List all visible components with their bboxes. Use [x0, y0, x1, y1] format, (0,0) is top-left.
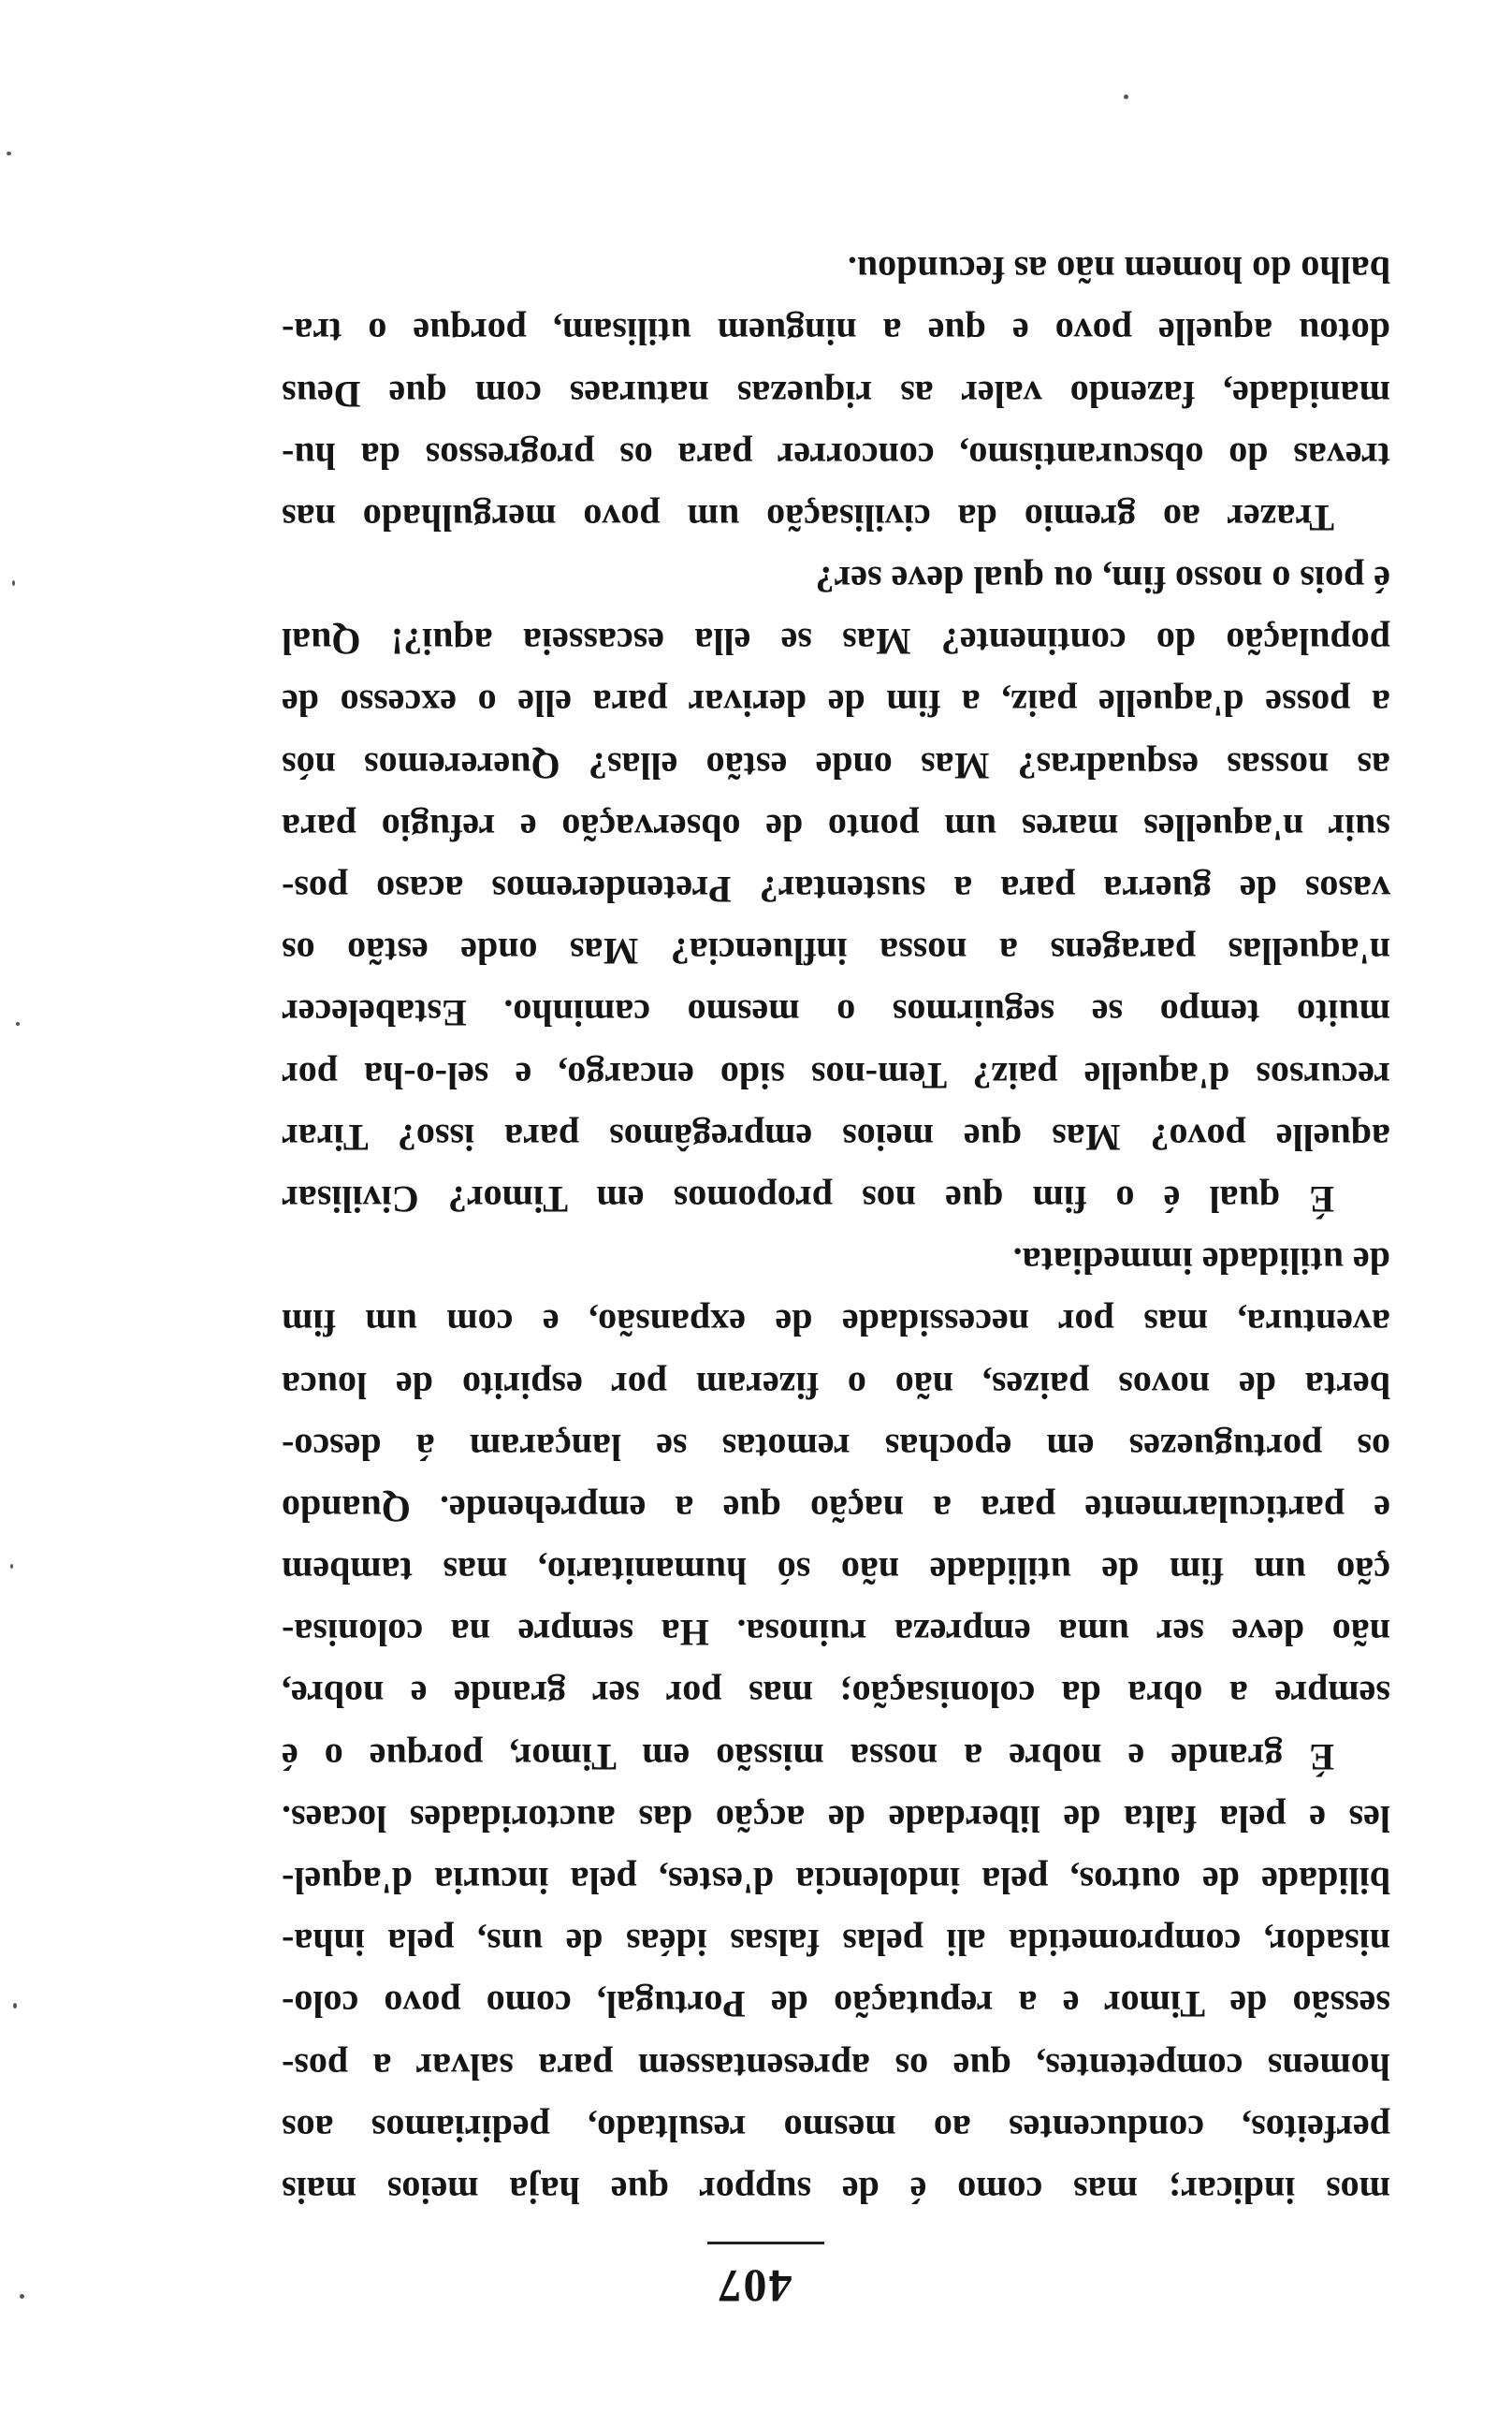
text-line: É qual é o fim que nos propomos em Timor? Civilisar: [282, 1178, 1334, 1220]
header-rule: [707, 2242, 824, 2244]
text-line: manidade, fazendo valer as riquezas naturaes com que Deus: [282, 373, 1390, 416]
text-line: é pois o nosso fim, ou qual deve ser?: [815, 559, 1390, 602]
scan-speck: [12, 580, 15, 586]
text-line: n'aquellas paragens a nossa influencia? Mas onde estão os: [282, 930, 1390, 973]
text-line: muito tempo se seguirmos o mesmo caminho. Estabelecer: [282, 992, 1390, 1035]
scan-speck: [1124, 95, 1128, 99]
scan-speck: [20, 2294, 24, 2299]
text-line: nisador, comprometida ali pelas falsas idéas de uns, pela inha-: [282, 1921, 1390, 1965]
text-line: população do continente? Mas se ella escasseia aqui?! Qual: [282, 621, 1390, 664]
text-line: aventura, mas por necessidade de expansão, e com um fim: [282, 1302, 1390, 1345]
text-line: sessão de Timor e a reputação de Portugal, como povo colo-: [282, 1983, 1390, 2026]
text-line: aquelle povo? Mas que meios empregâmos para isso? Tirar: [282, 1116, 1390, 1159]
scan-speck: [10, 1564, 13, 1569]
text-line: bilidade de outros, pela indolencia d'estes, pela incuria d'aquel-: [282, 1860, 1390, 1903]
text-line: e particularmente para a nação que a emprehende. Quando: [282, 1487, 1390, 1530]
text-line: ção um fim de utilidade não só humanitario, mas tambem: [282, 1550, 1390, 1593]
text-line: sempre a obra da colonisação; mas por ser grande e nobre,: [282, 1673, 1390, 1717]
text-line: berta de novos paizes, não o fizeram por espirito de louca: [282, 1364, 1390, 1407]
text-line: balho do homem não as fecundou.: [847, 249, 1390, 292]
text-line: recursos d'aquelle paiz? Tem-nos sido encargo, e sel-o-ha por: [282, 1054, 1390, 1097]
text-line: de utilidade immediata.: [1012, 1240, 1390, 1283]
text-line: as nossas esquadras? Mas onde estão ellas? Quereremos nós: [282, 744, 1390, 787]
scan-speck: [13, 2003, 17, 2009]
text-line: trevas do obscurantismo, concorrer para os progressos da hu-: [282, 434, 1390, 477]
text-line: os portuguezes em epochas remotas se lançaram á desco-: [282, 1425, 1390, 1469]
text-line: É grande e nobre a nossa missão em Timor, porque o é: [282, 1735, 1334, 1778]
text-line: homens competentes, que os apresentassem para salvar a pos-: [282, 2045, 1390, 2088]
text-line: suir n'aquelles mares um ponto de observação e refugio para: [282, 806, 1390, 849]
text-line: a posse d'aquelle paiz, a fim de derivar para elle o excesso de: [282, 682, 1390, 725]
page-number: 407: [716, 2260, 792, 2313]
text-line: mos indicar; mas como é de suppor que haja meios mais: [282, 2170, 1390, 2212]
text-line: les e pela falta de liberdade de acção das auctoridades locaes.: [282, 1797, 1390, 1840]
text-line: não deve ser uma empreza ruinosa. Ha sempre na colonisa-: [282, 1612, 1390, 1655]
body-text: [282, 239, 1390, 2221]
text-line: vasos de guerra para a sustentar? Pretenderemos acaso pos-: [282, 869, 1390, 912]
text-line: dotou aquelle povo e que a ninguem utilisam, porque o tra-: [282, 311, 1390, 354]
text-line: perfeitos, conducentes ao mesmo resultado, pediriamos aos: [282, 2107, 1390, 2150]
scan-speck: [7, 152, 11, 155]
text-line: Trazer ao gremio da civilisação um povo mergulhado nas: [282, 496, 1334, 539]
scan-speck: [16, 1022, 20, 1026]
